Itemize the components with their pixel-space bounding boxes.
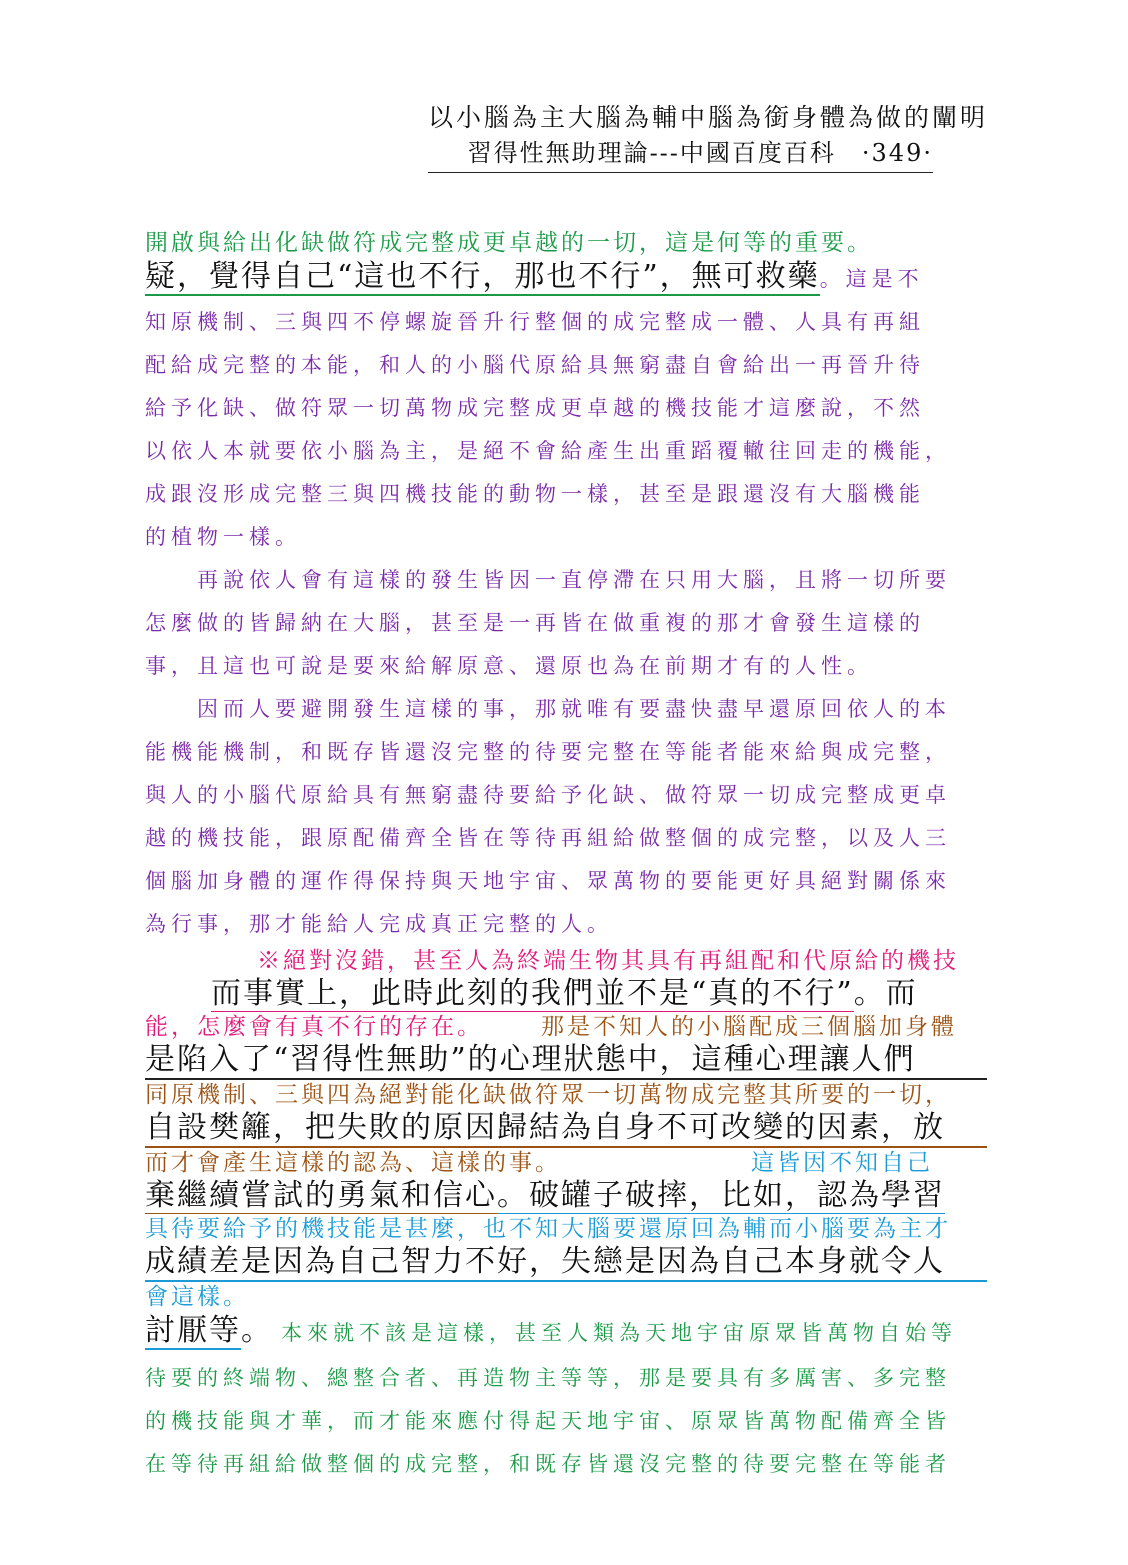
text-line	[145, 976, 987, 1012]
annotation-text: 能，怎麼會有真不行的存在。	[145, 1014, 483, 1040]
text-line: 在等待再組給做整個的成完整，和既存皆還沒完整的待要完整在等能者	[145, 1452, 951, 1476]
text-line	[145, 1148, 987, 1178]
annotation-text: 本來就不該是這樣，甚至人類為天地宇宙原眾皆萬物自始等	[281, 1321, 957, 1345]
underlined-quote: 成績差是因為自己智力不好，失戀是因為自己本身就令人	[145, 1244, 987, 1282]
text-line: 事，且這也可說是要來給解原意、還原也為在前期才有的人性。	[145, 654, 873, 678]
text-line: 具待要給予的機技能是甚麼，也不知大腦要還原回為輔而小腦要為主才	[145, 1216, 951, 1242]
annotation-text: 而才會產生這樣的認為、這樣的事。	[145, 1150, 561, 1176]
text-line: 為行事，那才能給人完成真正完整的人。	[145, 912, 613, 936]
underlined-quote: 討厭等	[145, 1313, 241, 1348]
quote-text: 。	[241, 1313, 273, 1348]
text-line: 成跟沒形成完整三與四機技能的動物一樣，甚至是跟還沒有大腦機能	[145, 482, 925, 506]
annotation-text: 那是不知人的小腦配成三個腦加身體	[541, 1014, 957, 1040]
text-line: 同原機制、三與四為絕對能化缺做符眾一切萬物成完整其所要的一切，	[145, 1082, 951, 1108]
text-line: 與人的小腦代原給具有無窮盡待要給予化缺、做符眾一切成完整成更卓	[145, 783, 951, 807]
text-line: 給予化缺、做符眾一切萬物成完整成更卓越的機技能才這麼說，不然	[145, 396, 925, 420]
header-title: 以小腦為主大腦為輔中腦為銜身體為做的闡明	[427, 103, 988, 132]
text-line: 再說依人會有這樣的發生皆因一直停滯在只用大腦，且將一切所要	[197, 568, 951, 592]
text-line: 會這樣。	[145, 1284, 249, 1310]
underlined-quote: 而事實上，此時此刻的我們並不是“真的不行”	[211, 976, 854, 1011]
text-line: 的機技能與才華，而才能來應付得起天地宇宙、原眾皆萬物配備齊全皆	[145, 1409, 951, 1433]
underlined-quote: 疑，覺得自己“這也不行，那也不行”，無可救藥	[145, 259, 820, 294]
text-line: 的植物一樣。	[145, 525, 301, 549]
text-line: 個腦加身體的運作得保持與天地宇宙、眾萬物的要能更好具絕對關係來	[145, 869, 951, 893]
underlined-quote: 棄繼續嘗試的勇氣和信心	[145, 1178, 497, 1213]
text-line	[145, 1312, 987, 1357]
text-line	[145, 1012, 987, 1042]
text-line: 開啟與給出化缺做符成完整成更卓越的一切，這是何等的重要。	[145, 230, 873, 256]
underlined-quote: 是陷入了“習得性無助”的心理狀態中，這種心理讓人們	[145, 1042, 987, 1080]
annotation-text: 這皆因不知自己	[751, 1150, 933, 1176]
text-line: 怎麼做的皆歸納在大腦，甚至是一再皆在做重複的那才會發生這樣的	[145, 611, 925, 635]
text-line: 待要的終端物、總整合者、再造物主等等，那是要具有多厲害、多完整	[145, 1366, 951, 1390]
annotation-text: 。這是不	[819, 267, 924, 291]
underlined-quote: 。破罐子破摔，比如，認為學習	[497, 1178, 945, 1213]
underlined-quote: 自設樊籬，把失敗的原因歸結為自身不可改變的因素，放	[145, 1110, 987, 1148]
text-line: 知原機制、三與四不停螺旋晉升行整個的成完整成一體、人具有再組	[145, 310, 925, 334]
text-line: 因而人要避開發生這樣的事，那就唯有要盡快盡早還原回依人的本	[197, 697, 951, 721]
header-subtitle: 習得性無助理論---中國百度百科 ·349·	[428, 136, 933, 173]
text-line	[145, 1178, 987, 1214]
quote-text: 。而	[853, 976, 918, 1011]
text-line	[145, 258, 987, 301]
text-line: 配給成完整的本能，和人的小腦代原給具無窮盡自會給出一再晉升待	[145, 353, 925, 377]
text-line: 以依人本就要依小腦為主，是絕不會給產生出重蹈覆轍往回走的機能，	[145, 439, 951, 463]
text-line: ※絕對沒錯，甚至人為終端生物其具有再組配和代原給的機技	[257, 948, 959, 974]
page-header	[428, 100, 988, 173]
text-line: 能機能機制，和既存皆還沒完整的待要完整在等能者能來給與成完整，	[145, 740, 951, 764]
page-body	[145, 228, 987, 1486]
text-line: 越的機技能，跟原配備齊全皆在等待再組給做整個的成完整，以及人三	[145, 826, 951, 850]
